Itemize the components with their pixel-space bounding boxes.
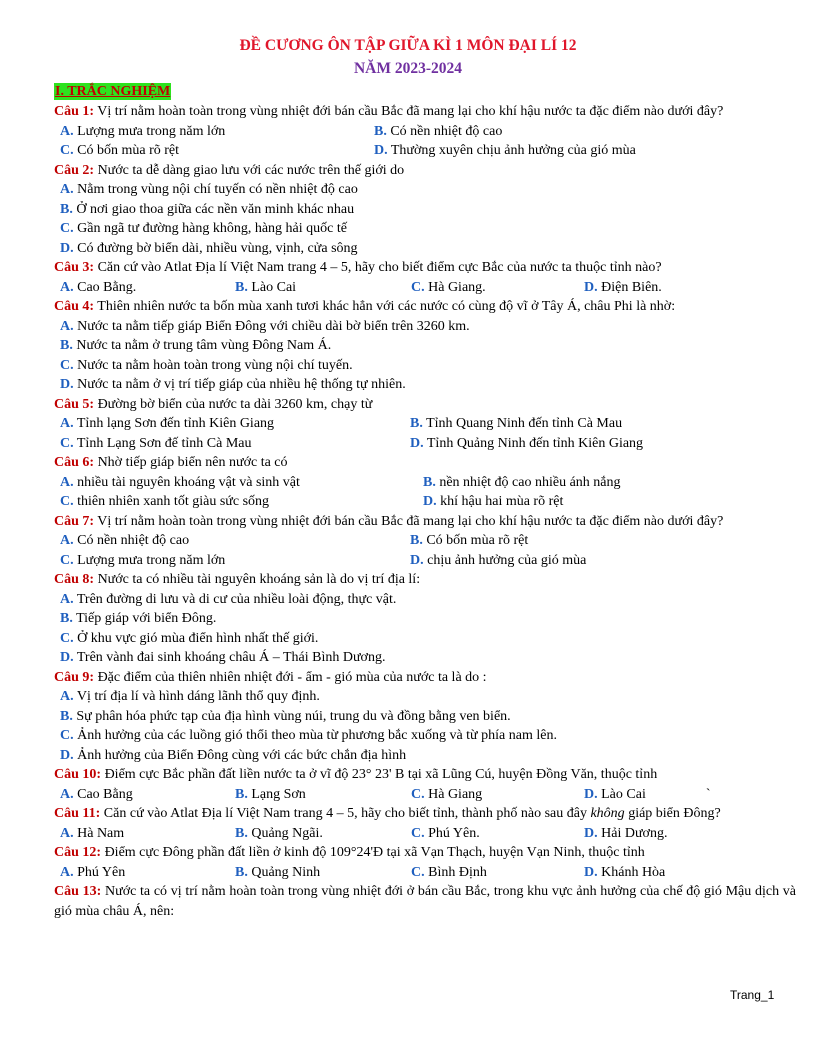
option-text: Lào Cai	[247, 279, 297, 295]
option-text: Hà Nam	[73, 825, 125, 841]
option-letter: A.	[60, 318, 74, 334]
question-text-end: giáp biển Đông?	[624, 806, 721, 821]
question-text: Đường bờ biển của nước ta dài 3260 km, chạy từ	[94, 396, 373, 412]
option-text: Khánh Hòa	[597, 864, 666, 880]
question-number: Câu 2:	[54, 162, 95, 178]
option-letter: A.	[60, 182, 74, 197]
option-row	[54, 122, 796, 142]
option-letter: C.	[60, 728, 74, 743]
page-number: Trang_1	[730, 988, 775, 1002]
question-9	[54, 668, 796, 688]
option-text: thiên nhiên xanh tốt giàu sức sống	[73, 494, 270, 509]
option-a	[60, 863, 235, 883]
option-row	[54, 473, 796, 493]
option-text: Tỉnh Quảng Ninh đến tỉnh Kiên Giang	[423, 435, 644, 451]
option-letter: D.	[423, 494, 437, 509]
stray-mark: `	[705, 786, 711, 802]
question-emphasis: không	[590, 806, 625, 821]
option-letter: B.	[423, 474, 436, 490]
option-letter: A.	[60, 864, 74, 880]
option-letter: C.	[411, 279, 425, 295]
option-d	[54, 239, 796, 259]
option-b	[235, 785, 411, 805]
option-text: nền nhiệt độ cao nhiều ánh nắng	[435, 474, 621, 490]
option-text: Điện Biên.	[597, 279, 662, 295]
option-letter: B.	[235, 279, 248, 295]
option-d	[584, 278, 662, 298]
option-letter: D.	[60, 240, 74, 256]
section-heading: I. TRẮC NGHIỆM	[55, 84, 171, 99]
option-letter: A.	[60, 689, 74, 704]
option-a	[60, 824, 235, 844]
option-d	[410, 434, 643, 454]
option-letter: D.	[584, 825, 598, 841]
option-text: Nước ta nằm tiếp giáp Biển Đông với chiều dài bờ biển trên 3260 km.	[73, 318, 470, 334]
option-a	[60, 531, 410, 551]
option-d	[423, 492, 563, 512]
option-text: Trên vành đai sinh khoáng châu Á – Thái Bình Dương.	[73, 650, 386, 665]
option-letter: A.	[60, 591, 74, 607]
question-number: Câu 6:	[54, 455, 95, 470]
option-b	[410, 531, 528, 551]
option-text: Hà Giang	[424, 786, 483, 802]
question-7	[54, 512, 796, 532]
option-a	[54, 180, 796, 200]
option-letter: C.	[60, 552, 74, 568]
question-4	[54, 297, 796, 317]
question-text: Nhờ tiếp giáp biển nên nước ta có	[94, 455, 288, 470]
option-text: Có nền nhiệt độ cao	[73, 533, 190, 548]
option-b	[54, 609, 796, 629]
question-6	[54, 453, 796, 473]
option-c	[54, 356, 796, 376]
option-text: Nước ta nằm hoàn toàn trong vùng nội chí tuyến.	[73, 357, 353, 373]
option-letter: C.	[411, 825, 425, 841]
option-text: Vị trí địa lí và hình dáng lãnh thổ quy định.	[73, 689, 320, 704]
option-b	[54, 200, 796, 220]
option-letter: D.	[374, 143, 388, 158]
question-text: Vị trí nằm hoàn toàn trong vùng nhiệt đới bán cầu Bắc đã mang lại cho khí hậu nước ta đặc điểm nào dưới đây?	[94, 513, 724, 529]
option-text: Cao Bằng	[73, 786, 133, 802]
option-row	[54, 863, 796, 883]
question-text: Vị trí nằm hoàn toàn trong vùng nhiệt đới bán cầu Bắc đã mang lại cho khí hậu nước ta đặc điểm nào dưới đây?	[94, 104, 724, 119]
option-row	[54, 824, 796, 844]
option-text: Ở khu vực gió mùa điển hình nhất thế giới.	[73, 630, 319, 646]
option-row	[54, 278, 796, 298]
option-text: Lào Cai	[597, 786, 646, 802]
question-number: Câu 3:	[54, 260, 95, 275]
document-title: ĐỀ CƯƠNG ÔN TẬP GIỮA KÌ 1 MÔN ĐẠI LÍ 12	[239, 37, 577, 54]
option-letter: C.	[60, 435, 74, 451]
option-row	[54, 531, 796, 551]
option-letter: C.	[411, 864, 425, 880]
option-text: Nước ta nằm ở trung tâm vùng Đông Nam Á.	[72, 338, 332, 353]
option-text: Tỉnh lạng Sơn đến tỉnh Kiên Giang	[73, 416, 275, 431]
option-letter: D.	[410, 435, 424, 451]
option-a	[60, 278, 235, 298]
option-text: Có đường bờ biển dài, nhiều vùng, vịnh, cửa sông	[73, 240, 358, 256]
option-text: Tỉnh Quang Ninh đến tỉnh Cà Mau	[422, 416, 623, 431]
option-a	[54, 317, 796, 337]
option-row	[54, 414, 796, 434]
option-b	[235, 278, 411, 298]
option-letter: B.	[235, 786, 248, 802]
option-row	[54, 492, 796, 512]
option-text: Lạng Sơn	[247, 786, 306, 802]
option-a	[54, 590, 796, 610]
question-text: Đặc điểm của thiên nhiên nhiệt đới - ẩm - gió mùa của nước ta là do :	[94, 669, 487, 685]
option-a	[60, 122, 374, 142]
option-letter: D.	[410, 552, 424, 568]
option-c	[60, 492, 423, 512]
option-letter: A.	[60, 786, 74, 802]
option-text: Phú Yên.	[424, 825, 480, 841]
option-row	[54, 785, 796, 805]
option-text: Quảng Ninh	[247, 864, 321, 880]
option-letter: B.	[60, 611, 73, 626]
option-letter: A.	[60, 825, 74, 841]
question-number: Câu 11:	[54, 806, 101, 821]
option-c	[60, 551, 410, 571]
option-a	[60, 785, 235, 805]
option-d	[54, 746, 796, 766]
option-letter: D.	[584, 279, 598, 295]
option-text: Lượng mưa trong năm lớn	[73, 552, 226, 568]
option-letter: A.	[60, 533, 74, 548]
option-letter: B.	[374, 123, 387, 139]
option-letter: B.	[235, 864, 248, 880]
option-text: Ảnh hưởng của Biển Đông cùng với các bức chắn địa hình	[73, 747, 407, 763]
question-text: Điểm cực Đông phần đất liền ở kinh độ 109°24'Đ tại xã Vạn Thạch, huyện Vạn Ninh, thuộc tỉnh	[101, 845, 645, 860]
option-d	[410, 551, 586, 571]
question-1	[54, 102, 796, 122]
option-letter: A.	[60, 416, 74, 431]
question-3	[54, 258, 796, 278]
option-c	[60, 434, 410, 454]
question-8	[54, 570, 796, 590]
option-row	[54, 551, 796, 571]
option-d	[584, 824, 667, 844]
option-text: Nước ta nằm ở vị trí tiếp giáp của nhiều hệ thống tự nhiên.	[73, 377, 406, 392]
question-list	[54, 102, 796, 921]
option-letter: B.	[60, 708, 73, 724]
question-text: Nước ta có vị trí nằm hoàn toàn trong vùng nhiệt đới ở bán cầu Bắc, trong khu vực ảnh hưởng của chế độ gió Mậu dịch và gió mùa châu Á, nên:	[54, 884, 796, 919]
option-letter: C.	[60, 143, 74, 158]
option-text: Ảnh hưởng của các luồng gió thổi theo mùa từ phương bắc xuống và từ phía nam lên.	[73, 728, 557, 743]
document-subtitle: NĂM 2023-2024	[353, 60, 463, 77]
option-a	[54, 687, 796, 707]
question-text: Căn cứ vào Atlat Địa lí Việt Nam trang 4 – 5, hãy cho biết tỉnh, thành phố nào sau đây	[100, 806, 591, 821]
question-12	[54, 843, 796, 863]
option-letter: A.	[60, 123, 74, 139]
option-b	[54, 336, 796, 356]
option-text: Ở nơi giao thoa giữa các nền văn minh khác nhau	[72, 201, 355, 217]
option-text: Sự phân hóa phức tạp của địa hình vùng núi, trung du và đồng bằng ven biển.	[72, 708, 511, 724]
option-c	[54, 629, 796, 649]
option-c	[411, 278, 584, 298]
option-letter: D.	[584, 786, 598, 802]
question-text: Điểm cực Bắc phần đất liền nước ta ở vĩ độ 23° 23' B tại xã Lũng Cú, huyện Đồng Văn, thuộc tỉnh	[101, 767, 658, 782]
option-d	[584, 785, 711, 805]
option-b	[235, 863, 411, 883]
option-b	[374, 122, 502, 142]
option-letter: B.	[235, 825, 248, 841]
option-text: Quảng Ngãi.	[247, 825, 323, 841]
question-number: Câu 4:	[54, 299, 95, 314]
option-letter: B.	[410, 416, 423, 431]
option-b	[423, 473, 621, 493]
option-text: Thường xuyên chịu ảnh hưởng của gió mùa	[387, 143, 636, 158]
option-text: Nằm trong vùng nội chí tuyến có nền nhiệt độ cao	[73, 182, 358, 197]
option-letter: D.	[60, 747, 74, 763]
option-letter: B.	[60, 201, 73, 217]
option-b	[54, 707, 796, 727]
question-2	[54, 161, 796, 181]
question-number: Câu 1:	[54, 104, 95, 119]
option-letter: B.	[60, 338, 73, 353]
question-5	[54, 395, 796, 415]
option-letter: C.	[60, 494, 74, 509]
option-b	[235, 824, 411, 844]
question-number: Câu 9:	[54, 669, 95, 685]
question-number: Câu 13:	[54, 884, 102, 899]
question-text: Căn cứ vào Atlat Địa lí Việt Nam trang 4 – 5, hãy cho biết điểm cực Bắc của nước ta thuộc tỉnh nào?	[94, 260, 662, 275]
option-letter: C.	[411, 786, 425, 802]
option-text: chịu ảnh hưởng của gió mùa	[423, 552, 587, 568]
option-c	[411, 863, 584, 883]
option-d	[374, 141, 636, 161]
option-text: Có nền nhiệt độ cao	[386, 123, 503, 139]
question-number: Câu 5:	[54, 396, 95, 412]
option-text: Tỉnh Lạng Sơn đế tỉnh Cà Mau	[73, 435, 252, 451]
question-text: Nước ta có nhiều tài nguyên khoáng sản là do vị trí địa lí:	[94, 572, 421, 587]
question-text: Thiên nhiên nước ta bốn mùa xanh tươi khác hẳn với các nước có cùng độ vĩ ở Tây Á, châu Phi là nhờ:	[94, 299, 676, 314]
option-a	[60, 473, 423, 493]
option-letter: B.	[410, 533, 423, 548]
question-number: Câu 10:	[54, 767, 102, 782]
question-number: Câu 7:	[54, 513, 95, 529]
question-text: Nước ta dễ dàng giao lưu với các nước trên thế giới do	[94, 162, 405, 178]
option-d	[584, 863, 665, 883]
option-b	[410, 414, 622, 434]
option-c	[54, 726, 796, 746]
option-c	[60, 141, 374, 161]
option-letter: C.	[60, 630, 74, 646]
question-number: Câu 12:	[54, 845, 102, 860]
option-c	[411, 824, 584, 844]
option-c	[411, 785, 584, 805]
option-text: nhiều tài nguyên khoáng vật và sinh vật	[73, 474, 300, 490]
option-letter: C.	[60, 357, 74, 373]
option-letter: D.	[584, 864, 598, 880]
question-number: Câu 8:	[54, 572, 95, 587]
option-letter: A.	[60, 474, 74, 490]
option-letter: D.	[60, 650, 74, 665]
option-text: Gần ngã tư đường hàng không, hàng hải quốc tế	[73, 221, 347, 236]
option-letter: A.	[60, 279, 74, 295]
option-a	[60, 414, 410, 434]
question-13	[54, 882, 796, 921]
option-text: Bình Định	[424, 864, 487, 880]
option-text: Có bốn mùa rõ rệt	[73, 143, 179, 158]
option-row	[54, 434, 796, 454]
option-text: khí hậu hai mùa rõ rệt	[436, 494, 564, 509]
option-row	[54, 141, 796, 161]
option-text: Hải Dương.	[597, 825, 668, 841]
option-text: Hà Giang.	[424, 279, 486, 295]
option-c	[54, 219, 796, 239]
option-letter: C.	[60, 221, 74, 236]
option-text: Tiếp giáp với biển Đông.	[72, 611, 217, 626]
option-letter: D.	[60, 377, 74, 392]
option-text: Phú Yên	[73, 864, 126, 880]
option-d	[54, 648, 796, 668]
option-text: Có bốn mùa rõ rệt	[422, 533, 529, 548]
option-d	[54, 375, 796, 395]
option-text: Trên đường di lưu và di cư của nhiều loài động, thực vật.	[73, 591, 397, 607]
question-11	[54, 804, 796, 824]
question-10	[54, 765, 796, 785]
option-text: Cao Bằng.	[73, 279, 137, 295]
option-text: Lượng mưa trong năm lớn	[73, 123, 226, 139]
